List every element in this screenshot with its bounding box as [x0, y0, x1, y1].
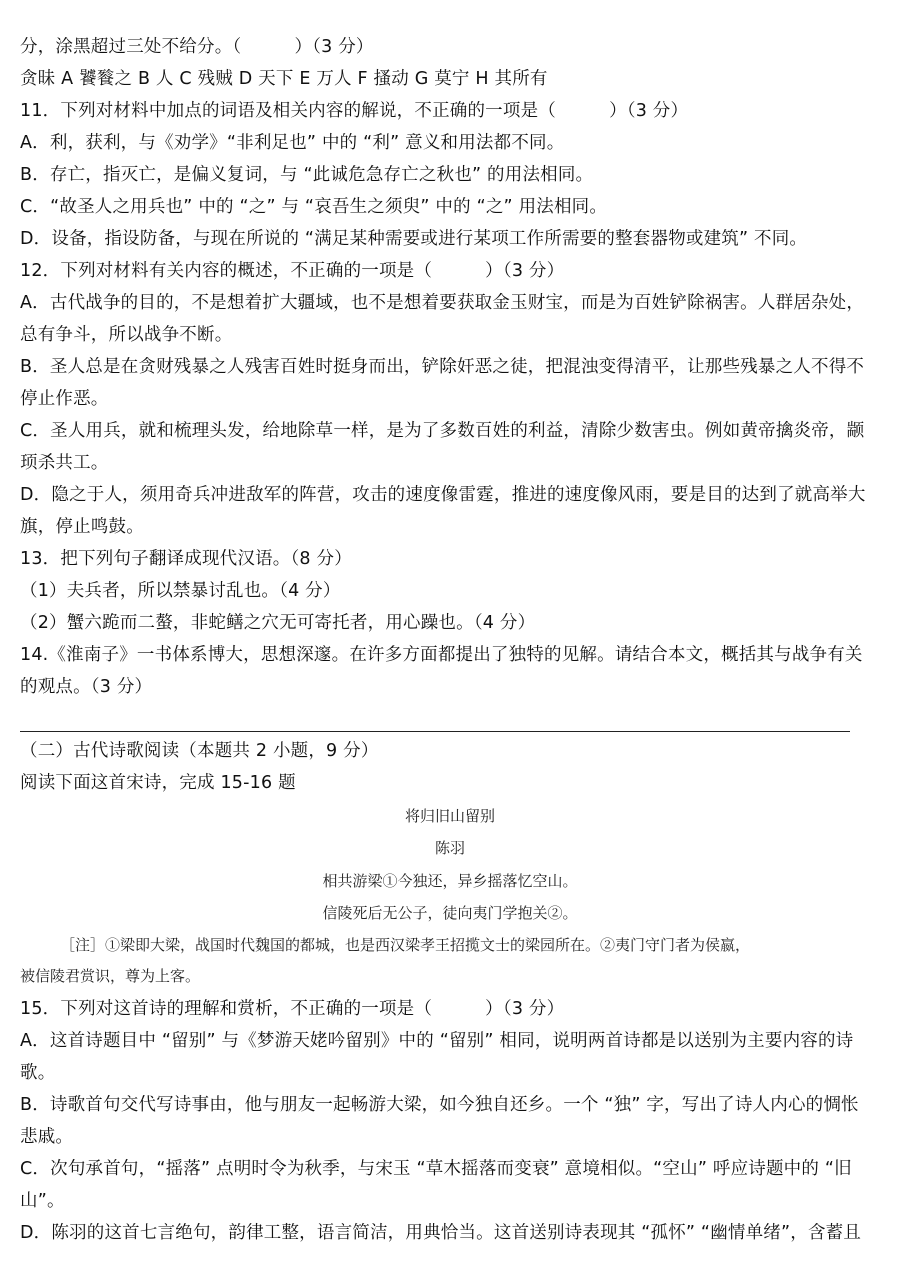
- text-line: 分，涂黑超过三处不给分。（ ）（3 分）: [20, 37, 374, 57]
- option-a: A．古代战争的目的，不是想着扩大疆域，也不是想着要获取金玉财宝，而是为百姓铲除祸害。人群居杂处，: [20, 293, 865, 313]
- option-b: B．存亡，指灭亡，是偏义复词，与 “此诚危急存亡之秋也” 的用法相同。: [20, 165, 594, 185]
- option-c: C．圣人用兵，就和梳理头发，给地除草一样，是为了多数百姓的利益，清除少数害虫。例如黄帝擒炎帝，颛: [20, 421, 865, 441]
- option-d-cont: 旗，停止鸣鼓。: [20, 517, 144, 537]
- answer-line: [20, 731, 850, 732]
- question-12: 12．下列对材料有关内容的概述，不正确的一项是（ ）（3 分）: [20, 261, 565, 281]
- poem-title: 将归旧山留别: [404, 807, 495, 825]
- sub-question-1: （1）夫兵者，所以禁暴讨乱也。（4 分）: [20, 581, 341, 601]
- section-heading: （二）古代诗歌阅读（本题共 2 小题，9 分）: [20, 741, 379, 761]
- option-c-cont: 山”。: [20, 1191, 65, 1211]
- poem-line: 信陵死后无公子，徒向夷门学抱关②。: [322, 904, 578, 922]
- option-d: D．陈羽的这首七言绝句，韵律工整，语言简洁，用典恰当。这首送别诗表现其 “孤怀” “幽情单绪”，含蓄且: [20, 1223, 862, 1243]
- option-a-cont: 歌。: [20, 1063, 56, 1083]
- option-a-cont: 总有争斗，所以战争不断。: [20, 325, 233, 345]
- poem-line: 相共游梁①今独还，异乡摇落忆空山。: [322, 872, 578, 890]
- option-d: D．隐之于人，须用奇兵冲进敌军的阵营，攻击的速度像雷霆，推进的速度像风雨，要是目的达到了就高举大: [20, 485, 866, 505]
- option-c-cont: 顼杀共工。: [20, 453, 109, 473]
- option-a: A．这首诗题目中 “留别” 与《梦游天姥吟留别》中的 “留别” 相同，说明两首诗都是以送别为主要内容的诗: [20, 1031, 854, 1051]
- instruction: 阅读下面这首宋诗，完成 15-16 题: [20, 773, 296, 793]
- question-15: 15．下列对这首诗的理解和赏析，不正确的一项是（ ）（3 分）: [20, 999, 565, 1019]
- option-c: C．“故圣人之用兵也” 中的 “之” 与 “哀吾生之须臾” 中的 “之” 用法相同。: [20, 197, 608, 217]
- option-c: C．次句承首句，“摇落” 点明时令为秋季，与宋玉 “草木摇落而变衰” 意境相似。“空山” 呼应诗题中的 “旧: [20, 1159, 852, 1179]
- poem-note: ［注］①梁即大梁，战国时代魏国的都城，也是西汉梁孝王招揽文士的梁园所在。②夷门守门者为侯嬴，: [60, 936, 751, 954]
- option-d: D．设备，指设防备，与现在所说的 “满足某种需要或进行某项工作所需要的整套器物或建筑” 不同。: [20, 229, 808, 249]
- option-b-cont: 停止作恶。: [20, 389, 109, 409]
- question-14: 14.《淮南子》一书体系博大，思想深邃。在许多方面都提出了独特的见解。请结合本文，概括其与战争有关: [20, 645, 863, 665]
- option-b-cont: 悲戚。: [20, 1127, 74, 1147]
- option-b: B．诗歌首句交代写诗事由，他与朋友一起畅游大梁，如今独自还乡。一个 “独” 字，写出了诗人内心的惆怅: [20, 1095, 859, 1115]
- option-b: B．圣人总是在贪财残暴之人残害百姓时挺身而出，铲除奸恶之徒，把混浊变得清平，让那些残暴之人不得不: [20, 357, 865, 377]
- poem-note-cont: 被信陵君赏识，尊为上客。: [20, 967, 201, 985]
- question-13: 13．把下列句子翻译成现代汉语。（8 分）: [20, 549, 352, 569]
- question-11: 11．下列对材料中加点的词语及相关内容的解说，不正确的一项是（ ）（3 分）: [20, 101, 689, 121]
- option-a: A．利，获利，与《劝学》“非利足也” 中的 “利” 意义和用法都不同。: [20, 133, 565, 153]
- poem-author: 陈羽: [434, 839, 465, 857]
- question-14-cont: 的观点。（3 分）: [20, 677, 153, 697]
- text-line: 贪昧 A 饕餮之 B 人 C 残贼 D 天下 E 万人 F 搔动 G 莫宁 H 其所有: [20, 69, 548, 89]
- sub-question-2: （2）蟹六跪而二螯，非蛇鳝之穴无可寄托者，用心躁也。（4 分）: [20, 613, 536, 633]
